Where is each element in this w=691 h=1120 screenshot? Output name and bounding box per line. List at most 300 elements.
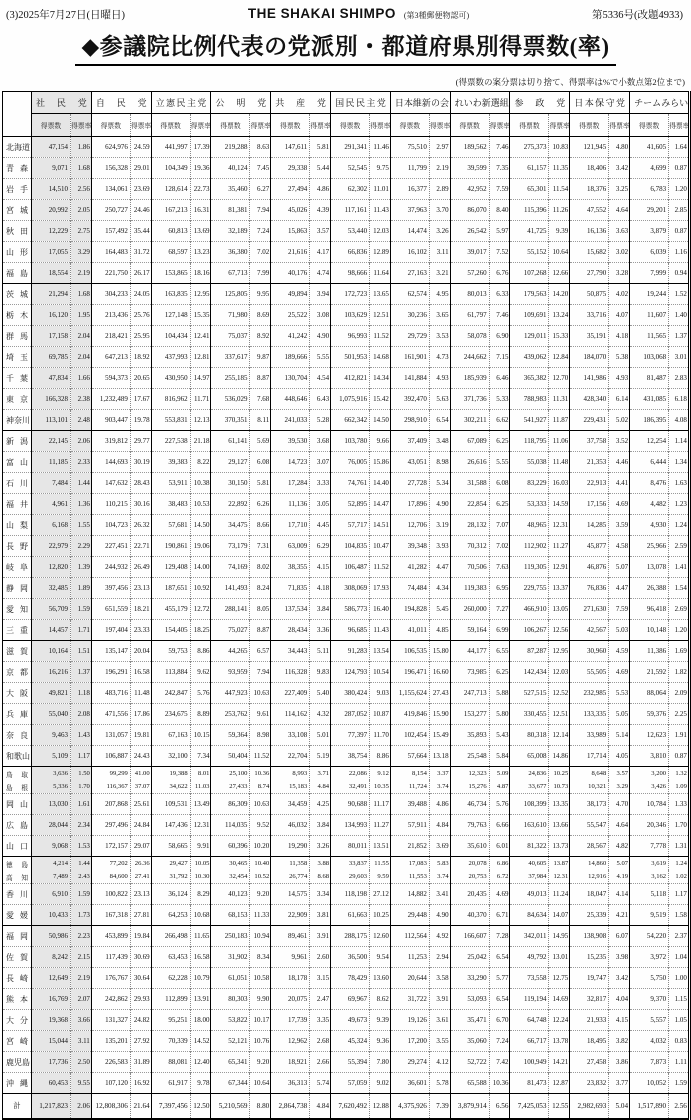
votes-cell: 39,348 [390,536,429,557]
rate-cell: 22.73 [190,179,211,200]
prefecture-label: 宮 崎 [3,1031,32,1052]
votes-cell: 62,574 [390,284,429,305]
votes-cell: 14,860 [570,857,609,871]
rate-cell: 13.51 [370,836,391,857]
prefecture-label: 群 馬 [3,326,32,347]
rate-cell: 30.69 [130,947,151,968]
votes-cell: 20,346 [630,815,669,836]
rate-cell: 11.27 [370,815,391,836]
rate-cell: 1.40 [669,305,690,326]
rate-cell: 9.91 [190,836,211,857]
rate-cell: 4.93 [609,368,630,389]
rate-cell: 13.66 [549,815,570,836]
rate-cell: 12.60 [370,926,391,947]
votes-cell: 40,605 [510,857,549,871]
votes-cell: 45,877 [570,536,609,557]
rate-cell: 1.37 [71,662,92,683]
rate-cell: 9.66 [370,431,391,452]
rate-cell: 1.54 [669,578,690,599]
rate-cell: 4.21 [609,905,630,926]
prefecture-label: 山 形 [3,242,32,263]
rate-cell: 3.98 [609,947,630,968]
votes-cell: 84,600 [91,870,130,884]
rate-cell: 12.14 [549,725,570,746]
votes-cell: 52,545 [331,158,370,179]
votes-cell: 291,341 [331,137,370,158]
prefecture-label: 福 島 [3,263,32,284]
votes-cell: 63,453 [151,947,190,968]
rate-cell: 10.83 [549,137,570,158]
party-header: 立 憲 民 主 党 [151,92,211,114]
rate-cell: 9.78 [190,1073,211,1094]
title-block [0,28,691,66]
rate-cell: 5.04 [609,1094,630,1120]
votes-cell: 31,588 [450,473,489,494]
rate-subheader: 得票率 [250,114,271,137]
rate-cell: 10.79 [190,968,211,989]
rate-cell: 6.29 [310,536,331,557]
votes-cell: 176,767 [91,968,130,989]
rate-cell: 24.82 [130,1010,151,1031]
rate-cell: 1.20 [669,179,690,200]
rate-cell: 12.24 [549,1010,570,1031]
rate-cell: 12.31 [549,870,570,884]
rate-cell: 7.02 [250,242,271,263]
corner-cell [3,92,32,137]
votes-cell: 114,035 [211,815,250,836]
rate-cell: 17.39 [190,137,211,158]
rate-cell: 6.55 [489,641,510,662]
rate-cell: 2.59 [669,536,690,557]
rate-cell: 3.61 [429,1010,450,1031]
rate-cell: 1.61 [71,794,92,815]
rate-cell: 3.57 [609,767,630,781]
rate-cell: 17.93 [370,578,391,599]
votes-cell: 22,854 [450,494,489,515]
votes-cell: 1,217,823 [32,1094,71,1120]
rate-cell: 4.15 [609,1010,630,1031]
rate-cell: 12.03 [549,662,570,683]
rate-cell: 8.63 [250,137,271,158]
rate-cell: 29.77 [130,431,151,452]
votes-cell: 81,473 [510,1073,549,1094]
rate-cell: 18.16 [190,263,211,284]
votes-cell: 103,068 [630,347,669,368]
votes-cell: 93,959 [211,662,250,683]
rate-cell: 1.36 [71,494,92,515]
votes-cell: 651,559 [91,599,130,620]
rate-cell: 10.58 [250,968,271,989]
rate-cell: 30.64 [130,968,151,989]
votes-cell: 189,562 [450,137,489,158]
votes-cell: 15,183 [271,780,310,794]
rate-cell: 3.66 [71,1010,92,1031]
votes-cell: 7,425,053 [510,1094,549,1120]
votes-cell: 7,484 [32,473,71,494]
votes-cell: 103,780 [331,431,370,452]
rate-cell: 5.03 [609,620,630,641]
rate-cell: 5.01 [310,725,331,746]
votes-cell: 96,418 [630,599,669,620]
rate-cell: 3.01 [669,347,690,368]
votes-cell: 9,519 [630,905,669,926]
rate-cell: 1.95 [71,305,92,326]
rate-cell: 13.69 [190,221,211,242]
prefecture-label: 沖 縄 [3,1073,32,1094]
votes-cell: 594,373 [91,368,130,389]
rate-cell: 6.71 [489,905,510,926]
votes-cell: 189,666 [271,347,310,368]
votes-cell: 15,863 [271,221,310,242]
rate-cell: 4.39 [310,200,331,221]
votes-subheader: 得票数 [510,114,549,137]
votes-cell: 14,575 [271,884,310,905]
votes-cell: 38,355 [271,557,310,578]
rate-cell: 10.35 [370,780,391,794]
votes-cell: 397,456 [91,578,130,599]
prefecture-label: 長 野 [3,536,32,557]
rate-cell: 3.77 [609,1073,630,1094]
rate-cell: 2.07 [71,989,92,1010]
votes-cell: 50,875 [570,284,609,305]
rate-cell: 2.38 [71,389,92,410]
votes-cell: 5,109 [32,746,71,767]
rate-cell: 5.05 [609,704,630,725]
rate-cell: 2.33 [71,452,92,473]
rate-cell: 5.44 [310,158,331,179]
rate-cell: 30.16 [130,494,151,515]
rate-cell: 13.05 [549,599,570,620]
votes-cell: 4,699 [630,158,669,179]
votes-cell: 190,861 [151,536,190,557]
votes-cell: 56,709 [32,599,71,620]
rate-cell: 19.81 [130,725,151,746]
votes-cell: 22,892 [211,494,250,515]
rate-cell: 26.36 [130,857,151,871]
rate-cell: 10.94 [250,926,271,947]
rate-cell: 4.46 [609,452,630,473]
votes-cell: 21,592 [630,662,669,683]
rate-cell: 2.23 [71,926,92,947]
votes-cell: 172,157 [91,836,130,857]
rate-cell: 10.05 [190,857,211,871]
rate-cell: 5.34 [429,473,450,494]
votes-cell: 134,993 [331,815,370,836]
votes-cell: 33,716 [570,305,609,326]
postal-approval-note: (第3種郵便物認可) [403,11,470,20]
rate-cell: 9.90 [250,989,271,1010]
rate-cell: 1.53 [71,836,92,857]
votes-cell: 11,565 [630,326,669,347]
votes-cell: 229,755 [510,578,549,599]
votes-cell: 6,910 [32,884,71,905]
rate-cell: 10.68 [190,905,211,926]
rate-cell: 12.52 [549,683,570,704]
rate-cell: 4.69 [609,494,630,515]
votes-cell: 370,351 [211,410,250,431]
rate-cell: 4.74 [310,263,331,284]
rate-cell: 11.43 [370,200,391,221]
rate-cell: 4.90 [429,905,450,926]
votes-cell: 3,636 [32,767,71,781]
votes-cell: 29,127 [211,452,250,473]
rate-cell: 2.56 [71,179,92,200]
votes-cell: 419,846 [390,704,429,725]
rate-cell: 3.68 [310,431,331,452]
votes-cell: 109,691 [510,305,549,326]
rate-cell: 4.90 [429,494,450,515]
votes-cell: 12,916 [570,870,609,884]
rate-cell: 4.86 [429,794,450,815]
votes-cell: 26,542 [450,221,489,242]
prefecture-label: 新 潟 [3,431,32,452]
votes-cell: 26,774 [271,870,310,884]
table-row [3,158,690,179]
rate-cell: 12.91 [549,557,570,578]
rate-cell: 13.37 [549,578,570,599]
rate-cell: 11.35 [549,158,570,179]
votes-cell: 6,039 [630,242,669,263]
prefecture-label: 島 根 [3,780,32,794]
rate-cell: 9.61 [250,704,271,725]
votes-cell: 308,069 [331,578,370,599]
rate-cell: 1.50 [71,767,92,781]
rate-cell: 13.49 [190,794,211,815]
votes-cell: 104,434 [151,326,190,347]
prefecture-label: 富 山 [3,452,32,473]
votes-cell: 129,408 [151,557,190,578]
rate-subheader: 得票率 [130,114,151,137]
votes-cell: 33,677 [510,780,549,794]
votes-cell: 61,917 [151,1073,190,1094]
rate-cell: 11.33 [250,905,271,926]
rate-cell: 3.70 [429,200,450,221]
votes-cell: 49,821 [32,683,71,704]
votes-cell: 79,763 [450,815,489,836]
rate-subheader: 得票率 [190,114,211,137]
rate-cell: 12.41 [190,326,211,347]
votes-cell: 39,488 [390,794,429,815]
votes-cell: 302,211 [450,410,489,431]
rate-cell: 3.26 [310,836,331,857]
votes-cell: 250,727 [91,200,130,221]
results-table [2,91,691,1120]
votes-cell: 107,120 [91,1073,130,1094]
votes-cell: 330,455 [510,704,549,725]
rate-cell: 1.09 [669,780,690,794]
rate-cell: 11.03 [190,780,211,794]
rate-cell: 6.90 [489,326,510,347]
votes-cell: 1,155,624 [390,683,429,704]
rate-cell: 4.85 [429,620,450,641]
votes-cell: 288,141 [211,599,250,620]
votes-cell: 55,152 [510,242,549,263]
votes-cell: 624,976 [91,137,130,158]
rate-cell: 4.69 [489,884,510,905]
rate-cell: 5.11 [310,641,331,662]
rate-cell: 1.14 [669,431,690,452]
rate-cell: 4.70 [609,794,630,815]
votes-cell: 117,161 [331,200,370,221]
votes-cell: 70,312 [450,536,489,557]
votes-cell: 75,510 [390,137,429,158]
rate-cell: 3.63 [609,221,630,242]
party-header: 社 民 党 [32,92,92,114]
votes-subheader: 得票数 [271,114,310,137]
rate-cell: 1.69 [669,641,690,662]
votes-cell: 18,495 [570,1031,609,1052]
rate-cell: 3.42 [609,968,630,989]
votes-cell: 36,124 [151,884,190,905]
rate-cell: 7.46 [489,305,510,326]
table-row [3,947,690,968]
votes-cell: 7,489 [32,870,71,884]
rate-cell: 3.37 [429,767,450,781]
rate-cell: 12.51 [370,305,391,326]
votes-cell: 28,044 [32,815,71,836]
rate-cell: 3.93 [429,536,450,557]
votes-cell: 30,960 [570,641,609,662]
rate-cell: 4.15 [310,557,331,578]
rate-cell: 6.14 [609,389,630,410]
votes-cell: 4,375,926 [390,1094,429,1120]
rate-cell: 12.03 [370,221,391,242]
rate-cell: 10.38 [190,473,211,494]
votes-cell: 11,724 [390,780,429,794]
rate-cell: 13.35 [549,794,570,815]
rate-cell: 7.46 [489,137,510,158]
votes-cell: 15,044 [32,1031,71,1052]
votes-cell: 35,893 [450,725,489,746]
rate-cell: 10.73 [549,780,570,794]
votes-cell: 32,491 [331,780,370,794]
votes-cell: 32,454 [211,870,250,884]
rate-cell: 5.55 [310,347,331,368]
votes-cell: 57,911 [390,815,429,836]
rate-cell: 5.69 [250,431,271,452]
votes-cell: 36,500 [331,947,370,968]
votes-cell: 74,484 [390,578,429,599]
votes-cell: 27,728 [390,473,429,494]
votes-cell: 2,864,738 [271,1094,310,1120]
rate-cell: 14.86 [549,746,570,767]
votes-cell: 135,147 [91,641,130,662]
votes-cell: 80,318 [510,725,549,746]
rate-cell: 6.99 [489,620,510,641]
votes-cell: 288,175 [331,926,370,947]
votes-cell: 103,629 [331,305,370,326]
rate-cell: 3.29 [609,780,630,794]
rate-cell: 14.50 [370,410,391,431]
votes-cell: 447,923 [211,683,250,704]
votes-cell: 12,706 [390,515,429,536]
rate-cell: 1.89 [71,578,92,599]
rate-cell: 10.63 [250,794,271,815]
votes-cell: 89,461 [271,926,310,947]
rate-cell: 25.95 [130,326,151,347]
votes-cell: 57,059 [331,1073,370,1094]
rate-cell: 3.69 [429,836,450,857]
rate-cell: 8.98 [250,725,271,746]
rate-cell: 9.39 [549,221,570,242]
votes-cell: 80,011 [331,836,370,857]
votes-cell: 25,522 [271,305,310,326]
rate-cell: 18.21 [130,599,151,620]
rate-cell: 16.03 [549,473,570,494]
rate-cell: 2.69 [669,599,690,620]
table-row [3,794,690,815]
rate-cell: 3.35 [310,1010,331,1031]
rate-cell: 2.37 [669,926,690,947]
rate-cell: 10.64 [250,1073,271,1094]
votes-cell: 466,910 [510,599,549,620]
rate-cell: 1.24 [669,515,690,536]
rate-cell: 4.34 [429,578,450,599]
rate-cell: 2.47 [310,989,331,1010]
rate-cell: 4.73 [429,347,450,368]
rate-cell: 1.11 [669,1052,690,1073]
rate-cell: 24.05 [130,284,151,305]
table-row [3,242,690,263]
votes-cell: 32,485 [32,578,71,599]
votes-cell: 194,828 [390,599,429,620]
rate-cell: 6.95 [489,578,510,599]
votes-cell: 17,284 [271,473,310,494]
votes-cell: 14,285 [570,515,609,536]
rate-cell: 5.45 [429,599,450,620]
rate-cell: 18.92 [130,347,151,368]
votes-cell: 18,376 [570,179,609,200]
rate-cell: 0.87 [669,158,690,179]
votes-cell: 70,339 [151,1031,190,1052]
prefecture-label: 石 川 [3,473,32,494]
table-row [3,368,690,389]
votes-cell: 242,847 [151,683,190,704]
rate-cell: 0.83 [669,1031,690,1052]
rate-cell: 6.25 [489,662,510,683]
rate-cell: 24.46 [130,200,151,221]
votes-cell: 154,405 [151,620,190,641]
votes-cell: 15,682 [570,242,609,263]
votes-cell: 166,607 [450,926,489,947]
rate-cell: 3.84 [310,815,331,836]
votes-cell: 113,884 [151,662,190,683]
rate-cell: 3.55 [429,1031,450,1052]
votes-cell: 30,465 [211,857,250,871]
rate-cell: 11.52 [370,557,391,578]
rate-cell: 4.14 [609,884,630,905]
votes-cell: 227,538 [151,431,190,452]
votes-cell: 342,011 [510,926,549,947]
rate-cell: 6.54 [489,989,510,1010]
votes-cell: 266,498 [151,926,190,947]
rate-subheader: 得票率 [609,114,630,137]
table-row [3,305,690,326]
rate-subheader: 得票率 [429,114,450,137]
rate-cell: 2.56 [669,1094,690,1120]
votes-cell: 287,052 [331,704,370,725]
votes-cell: 65,008 [510,746,549,767]
rate-cell: 11.06 [549,431,570,452]
votes-cell: 52,121 [211,1031,250,1052]
rate-cell: 2.06 [71,431,92,452]
votes-cell: 66,717 [510,1031,549,1052]
table-row [3,326,690,347]
prefecture-label: 岐 阜 [3,557,32,578]
votes-cell: 16,216 [32,662,71,683]
rate-cell: 5.76 [190,683,211,704]
votes-cell: 75,037 [211,326,250,347]
